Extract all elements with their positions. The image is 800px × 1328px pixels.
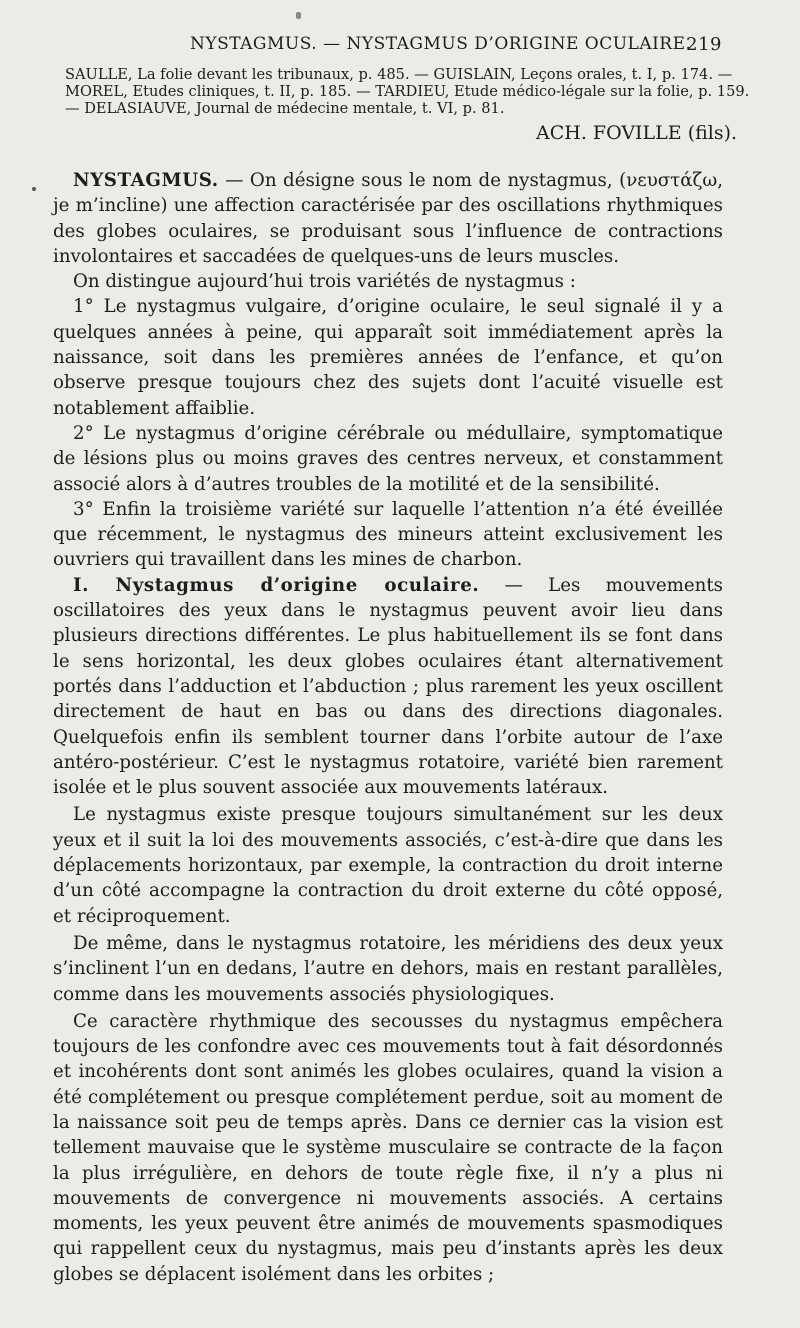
author-signature: ACH. FOVILLE (fils). (536, 122, 738, 144)
paragraph: 3° Enfin la troisième variété sur laquelle l’attention n’a été éveillée que récemment, le nystagmus des mineurs atteint exclusivement les ouvriers qui travaillent dans les mines de charbon. (53, 498, 723, 571)
paragraph (53, 168, 723, 269)
reference-line: SAULLE, La folie devant les tribunaux, p. 485. — GUISLAIN, Leçons orales, t. I, p. 174. — (65, 66, 733, 83)
paragraph (53, 573, 723, 801)
reference-line: — DELASIAUVE, Journal de médecine mentale, t. VI, p. 81. (65, 100, 505, 117)
paragraph: De même, dans le nystagmus rotatoire, les méridiens des deux yeux s’inclinent l’un en dedans, l’autre en dehors, mais en restant parallèles, comme dans les mouvements associés physiologiques. (53, 932, 723, 1005)
print-speck (296, 12, 301, 19)
section-heading: I. Nystagmus d’origine oculaire. (73, 574, 480, 596)
paragraph: 1° Le nystagmus vulgaire, d’origine oculaire, le seul signalé il y a quelques années à peine, qui apparaît soit immédiatement après la naissance, soit dans les premières années de l’enfance, et qu’on observe presque toujours chez des sujets dont l’acuité visuelle est notablement affaiblie. (53, 296, 723, 419)
bibliography-references (65, 66, 750, 117)
header-title: NYSTAGMUS. — NYSTAGMUS D’ORIGINE OCULAIRE. (190, 34, 692, 54)
reference-line: MOREL, Etudes cliniques, t. II, p. 185. — TARDIEU, Etude médico-légale sur la folie, p. 159. (65, 83, 750, 100)
margin-mark (32, 187, 36, 191)
page-number: 219 (686, 34, 722, 55)
running-header (60, 34, 722, 56)
article-body (53, 168, 723, 1287)
paragraph: 2° Le nystagmus d’origine cérébrale ou médullaire, symptomatique de lésions plus ou moins graves des centres nerveux, et constamment associé alors à d’autres troubles de la motilité et de la sensibilité. (53, 422, 723, 495)
paragraph: Ce caractère rhythmique des secousses du nystagmus empêchera toujours de les confondre avec ces mouvements tout à fait désordonnés et incohérents dont sont animés les globes oculaires, quand la vision a été complétement ou presque complétement perdue, soit au moment de la naissance soit peu de temps après. Dans ce dernier cas la vision est tellement mauvaise que le système musculaire se contracte de la façon la plus irrégulière, en dehors de toute règle fixe, il n’y a plus ni mouvements de convergence ni mouvements associés. A certains moments, les yeux peuvent être animés de mouvements spasmodiques qui rappellent ceux du nystagmus, mais peu d’instants après les deux globes se déplacent isolément dans les orbites ; (53, 1010, 723, 1285)
paragraph: Le nystagmus existe presque toujours simultanément sur les deux yeux et il suit la loi des mouvements associés, c’est-à-dire que dans les déplacements horizontaux, par exemple, la contraction du droit interne d’un côté accompagne la contraction du droit externe du côté opposé, et réciproquement. (53, 804, 723, 927)
paragraph: On distingue aujourd’hui trois variétés de nystagmus : (73, 271, 576, 293)
paragraph-text: — Les mouvements oscillatoires des yeux dans le nystagmus peuvent avoir lieu dans plusieurs directions différentes. Le plus habituellement ils se font dans le sens horizontal, les deux globes oculaires étant alternativement portés dans l’adduction et l’abduction ; plus rarement les yeux oscillent directement de haut en bas ou dans des directions diagonales. Quelquefois enfin ils semblent tourner dans l’orbite autour de l’axe antéro-postérieur. C’est le nystagmus rotatoire, variété bien rarement isolée et le plus souvent associée aux mouvements latéraux. (53, 574, 723, 799)
paragraph-text: — On désigne sous le nom de nystagmus, (νευστάζω, je m’incline) une affection caractérisée par des oscillations rhythmiques des globes oculaires, se produisant sous l’influence de contractions involontaires et saccadées de quelques-uns de leurs muscles. (53, 170, 723, 267)
entry-heading: NYSTAGMUS. (73, 170, 219, 191)
